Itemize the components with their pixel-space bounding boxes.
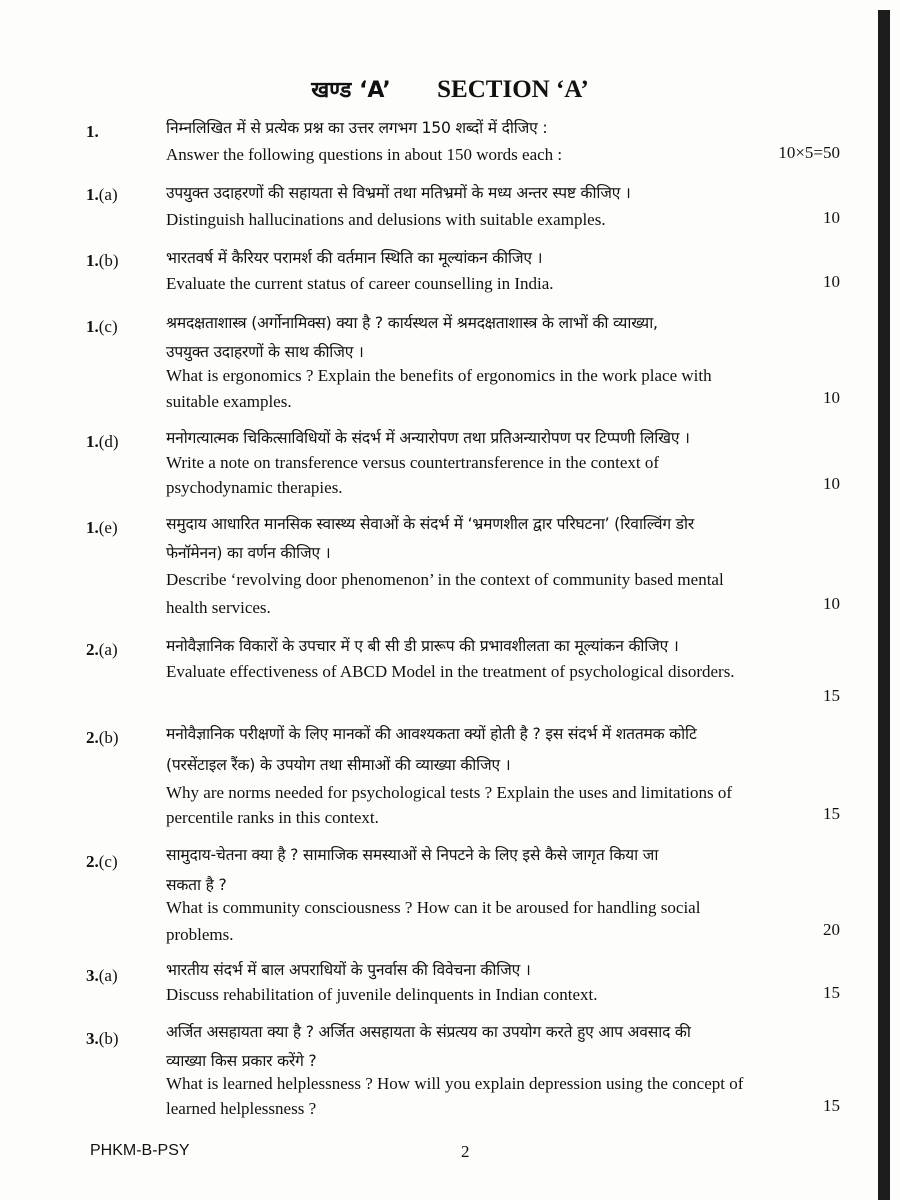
question-number: 2.(b) xyxy=(86,728,119,747)
question-text-english: Evaluate effectiveness of ABCD Model in the treatment of psychological disorders. xyxy=(166,662,735,681)
question-marks: 20 xyxy=(823,920,840,939)
question-number: 2.(c) xyxy=(86,852,118,871)
question-text-hindi: व्याख्या किस प्रकार करेंगे ? xyxy=(166,1052,317,1070)
question-text-hindi: श्रमदक्षताशास्त्र (अर्गोनामिक्स) क्या है ? कार्यस्थल में श्रमदक्षताशास्त्र के लाभों की व्याख्या, xyxy=(166,314,658,332)
question-marks: 10 xyxy=(823,474,840,493)
question-text-hindi: भारतीय संदर्भ में बाल अपराधियों के पुनर्वास की विवेचना कीजिए । xyxy=(166,961,531,979)
question-text-english: What is ergonomics ? Explain the benefits of ergonomics in the work place with xyxy=(166,366,712,385)
question-text-english: Distinguish hallucinations and delusions with suitable examples. xyxy=(166,210,606,229)
question-text-hindi: भारतवर्ष में कैरियर परामर्श की वर्तमान स्थिति का मूल्यांकन कीजिए । xyxy=(166,249,543,267)
question-marks: 10×5=50 xyxy=(778,143,840,162)
question-marks: 15 xyxy=(823,686,840,705)
question-text-hindi: (परसेंटाइल रैंक) के उपयोग तथा सीमाओं की व्याख्या कीजिए । xyxy=(166,756,511,774)
question-text-english: learned helplessness ? xyxy=(166,1099,317,1118)
question-number: 1. xyxy=(86,122,99,141)
question-text-hindi: अर्जित असहायता क्या है ? अर्जित असहायता के संप्रत्यय का उपयोग करते हुए आप अवसाद की xyxy=(166,1023,691,1041)
question-number: 1.(b) xyxy=(86,251,119,270)
question-text-english: problems. xyxy=(166,925,234,944)
section-heading-hindi: खण्ड ‘A’ xyxy=(311,78,391,103)
question-text-hindi: मनोगत्यात्मक चिकित्साविधियों के संदर्भ में अन्यारोपण तथा प्रतिअन्यारोपण पर टिप्पणी लिखिए । xyxy=(166,429,690,447)
question-text-hindi: उपयुक्त उदाहरणों के साथ कीजिए । xyxy=(166,343,364,361)
question-text-english: health services. xyxy=(166,598,271,617)
question-number: 1.(d) xyxy=(86,432,119,451)
question-text-english: Write a note on transference versus countertransference in the context of xyxy=(166,453,660,472)
question-text-english: Discuss rehabilitation of juvenile delinquents in Indian context. xyxy=(166,985,598,1004)
question-text-hindi: सामुदाय-चेतना क्या है ? सामाजिक समस्याओं से निपटने के लिए इसे कैसे जागृत किया जा xyxy=(166,846,659,864)
question-text-hindi: मनोवैज्ञानिक परीक्षणों के लिए मानकों की आवश्यकता क्यों होती है ? इस संदर्भ में शततमक कोटि xyxy=(166,725,697,743)
question-text-hindi: फेनॉमेनन) का वर्णन कीजिए । xyxy=(166,544,331,562)
question-text-english: suitable examples. xyxy=(166,392,292,411)
question-text-hindi: सकता है ? xyxy=(166,876,227,894)
question-number: 3.(b) xyxy=(86,1029,119,1048)
question-text-english: psychodynamic therapies. xyxy=(166,478,343,497)
question-text-english: Why are norms needed for psychological tests ? Explain the uses and limitations of xyxy=(166,783,733,802)
question-marks: 10 xyxy=(823,208,840,227)
page-number: 2 xyxy=(461,1142,470,1161)
question-marks: 10 xyxy=(823,594,840,613)
question-text-hindi: निम्नलिखित में से प्रत्येक प्रश्न का उत्तर लगभग 150 शब्दों में दीजिए : xyxy=(166,119,548,137)
question-text-hindi: उपयुक्त उदाहरणों की सहायता से विभ्रमों तथा मतिभ्रमों के मध्य अन्तर स्पष्ट कीजिए । xyxy=(166,184,631,202)
section-heading xyxy=(0,74,900,104)
question-number: 3.(a) xyxy=(86,966,118,985)
question-text-english: Answer the following questions in about 150 words each : xyxy=(166,145,563,164)
question-text-english: percentile ranks in this context. xyxy=(166,808,379,827)
question-text-english: What is learned helplessness ? How will you explain depression using the concept of xyxy=(166,1074,744,1093)
section-heading-english: SECTION ‘A’ xyxy=(437,76,589,103)
question-marks: 10 xyxy=(823,272,840,291)
question-text-english: What is community consciousness ? How can it be aroused for handling social xyxy=(166,898,701,917)
question-text-hindi: मनोवैज्ञानिक विकारों के उपचार में ए बी सी डी प्रारूप की प्रभावशीलता का मूल्यांकन कीजिए । xyxy=(166,637,679,655)
question-text-english: Evaluate the current status of career counselling in India. xyxy=(166,274,554,293)
question-text-hindi: समुदाय आधारित मानसिक स्वास्थ्य सेवाओं के संदर्भ में ‘भ्रमणशील द्वार परिघटना’ (रिवाल्विंग डोर xyxy=(166,515,695,533)
question-number: 1.(a) xyxy=(86,185,118,204)
scan-edge-bar xyxy=(878,10,890,1200)
question-marks: 15 xyxy=(823,983,840,1002)
question-text-english: Describe ‘revolving door phenomenon’ in the context of community based mental xyxy=(166,570,724,589)
question-number: 1.(e) xyxy=(86,518,118,537)
question-number: 2.(a) xyxy=(86,640,118,659)
question-number: 1.(c) xyxy=(86,317,118,336)
question-marks: 15 xyxy=(823,1096,840,1115)
paper-code: PHKM-B-PSY xyxy=(90,1142,190,1159)
question-marks: 15 xyxy=(823,804,840,823)
question-marks: 10 xyxy=(823,388,840,407)
